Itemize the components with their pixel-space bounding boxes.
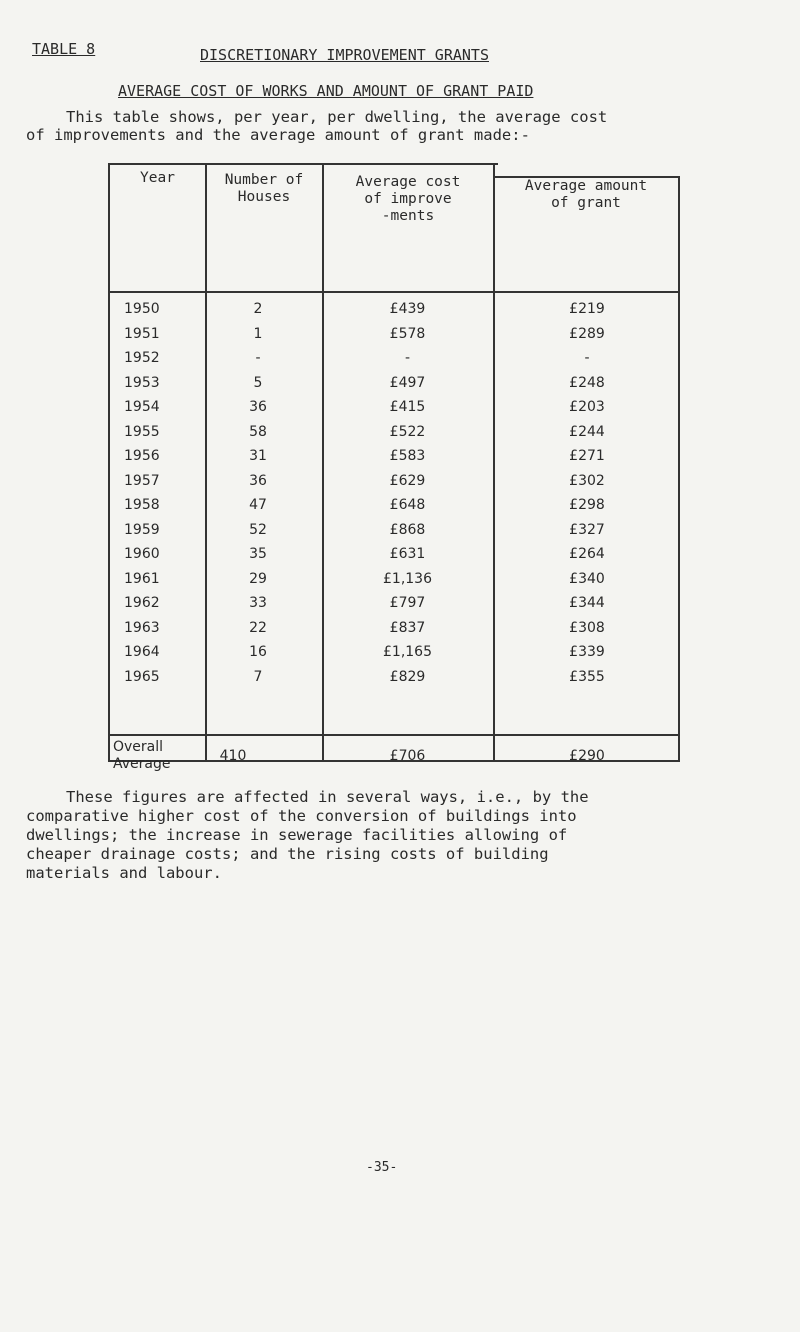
column-divider [205, 163, 207, 760]
intro-line: of improvements and the average amount of grant made:- [26, 126, 530, 144]
row-year: 1962 [124, 595, 160, 611]
row-year: 1961 [124, 571, 160, 587]
row-houses: 22 [249, 620, 267, 636]
row-cost: £1,136 [383, 571, 432, 587]
row-cost: £522 [389, 424, 426, 440]
row-cost: £415 [389, 399, 426, 415]
row-grant: £340 [569, 571, 605, 587]
row-grant: £355 [569, 669, 605, 685]
row-houses: 36 [249, 399, 267, 415]
overall-houses: 410 [219, 748, 247, 764]
row-cost: £497 [389, 375, 426, 391]
row-houses: - [255, 350, 261, 366]
row-year: 1957 [124, 473, 160, 489]
closing-line: dwellings; the increase in sewerage facilities allowing of [26, 826, 568, 844]
row-year: 1953 [124, 375, 160, 391]
row-houses: 33 [249, 595, 267, 611]
row-houses: 29 [249, 571, 267, 587]
overall-cost: £706 [389, 748, 426, 764]
closing-line: comparative higher cost of the conversion of buildings into [26, 807, 577, 825]
closing-line: cheaper drainage costs; and the rising costs of building [26, 845, 549, 863]
closing-line: These figures are affected in several ways, i.e., by the [66, 788, 589, 806]
row-year: 1959 [124, 522, 160, 538]
column-header-cost: Average cost of improve -ments [355, 174, 461, 224]
header-divider [108, 291, 680, 293]
row-cost: £837 [389, 620, 426, 636]
row-year: 1965 [124, 669, 160, 685]
overall-divider [108, 734, 680, 736]
column-header-houses: Number of Houses [224, 172, 304, 205]
row-grant: £289 [569, 326, 605, 342]
row-cost: £439 [389, 301, 426, 317]
row-grant: £264 [569, 546, 605, 562]
row-houses: 58 [249, 424, 267, 440]
row-grant: £308 [569, 620, 605, 636]
page-number: -35- [366, 1160, 398, 1175]
row-grant: £271 [569, 448, 605, 464]
row-houses: 35 [249, 546, 267, 562]
row-grant: £244 [569, 424, 605, 440]
row-cost: £631 [389, 546, 426, 562]
row-cost: £648 [389, 497, 426, 513]
row-cost: £578 [389, 326, 426, 342]
row-year: 1950 [124, 301, 160, 317]
row-year: 1960 [124, 546, 160, 562]
intro-line: This table shows, per year, per dwelling, the average cost [66, 108, 608, 126]
column-header-grant: Average amount of grant [524, 178, 648, 211]
row-grant: £219 [569, 301, 605, 317]
table-border-top [108, 163, 498, 165]
row-cost: £797 [389, 595, 426, 611]
overall-grant: £290 [569, 748, 605, 764]
row-grant: £327 [569, 522, 605, 538]
row-houses: 47 [249, 497, 267, 513]
row-grant: £339 [569, 644, 605, 660]
row-houses: 7 [253, 669, 263, 685]
row-grant: £302 [569, 473, 605, 489]
row-year: 1963 [124, 620, 160, 636]
row-grant: £298 [569, 497, 605, 513]
row-houses: 2 [253, 301, 263, 317]
row-year: 1955 [124, 424, 160, 440]
row-houses: 5 [253, 375, 263, 391]
closing-line: materials and labour. [26, 864, 222, 882]
row-year: 1954 [124, 399, 160, 415]
row-year: 1951 [124, 326, 160, 342]
column-header-year: Year [140, 170, 175, 186]
row-houses: 1 [253, 326, 263, 342]
row-cost: £1,165 [383, 644, 432, 660]
row-cost: £829 [389, 669, 426, 685]
row-cost: £583 [389, 448, 426, 464]
row-year: 1964 [124, 644, 160, 660]
row-grant: £203 [569, 399, 605, 415]
row-houses: 31 [249, 448, 267, 464]
row-year: 1956 [124, 448, 160, 464]
table-border-right [678, 176, 680, 760]
row-grant: - [584, 350, 590, 366]
row-houses: 16 [249, 644, 267, 660]
column-divider [322, 163, 324, 760]
table-label: TABLE 8 [32, 40, 96, 58]
row-cost: £629 [389, 473, 426, 489]
row-houses: 52 [249, 522, 267, 538]
overall-label [113, 739, 205, 773]
overall-label-line: Overall [113, 739, 164, 755]
row-houses: 36 [249, 473, 267, 489]
page-title: DISCRETIONARY IMPROVEMENT GRANTS [200, 46, 489, 64]
row-grant: £344 [569, 595, 605, 611]
row-year: 1958 [124, 497, 160, 513]
overall-label-line: Average [113, 756, 171, 772]
closing-paragraph [26, 788, 796, 883]
row-cost: £868 [389, 522, 426, 538]
column-divider [493, 163, 495, 760]
row-grant: £248 [569, 375, 605, 391]
page-subtitle: AVERAGE COST OF WORKS AND AMOUNT OF GRANT PAID [118, 82, 534, 100]
row-year: 1952 [124, 350, 160, 366]
row-cost: - [404, 350, 411, 366]
